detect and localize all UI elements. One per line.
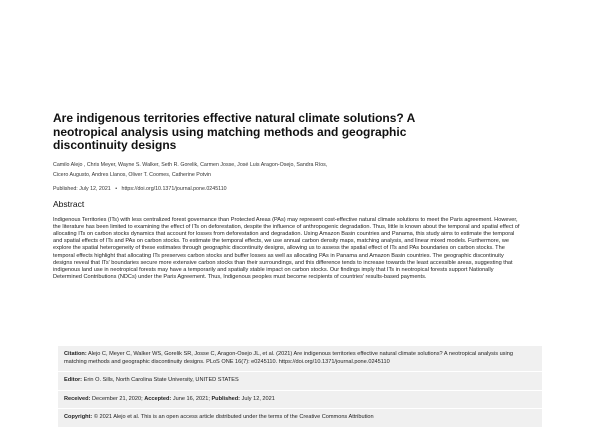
published-label: Published: <box>211 395 241 402</box>
article-page <box>53 112 523 287</box>
accepted-date: June 16, 2021; <box>172 395 210 402</box>
received-date: December 21, 2020; <box>92 395 143 402</box>
copyright-text: © 2021 Alejo et al. This is an open access article distributed under the terms of the Creative Commons Attribution <box>93 414 374 421</box>
copyright-row <box>58 409 542 428</box>
doi-link[interactable]: https://doi.org/10.1371/journal.pone.0245110 <box>121 185 227 192</box>
accepted-label: Accepted: <box>144 395 172 402</box>
article-info-box <box>58 346 542 428</box>
abstract-text: Indigenous Territories (ITs) with less centralized forest governance than Protected Areas (PAs) may represent cost-effective natural climate solutions to meet the Paris agreement. However, the literature has been limited to examining the effect of ITs on deforestation, despite the influence of anthropogenic degradation. Thus, little is known about the temporal and spatial effect of allocating ITs on carbon stocks dynamics that account for losses from deforestation and degradation. Using Amazon Basin countries and Panama, this study aims to estimate the temporal and spatial effects of ITs and PAs on carbon stocks. To estimate the temporal effects, we use annual carbon density maps, matching analysis, and linear mixed models. Furthermore, we explore the spatial heterogeneity of these estimates through geographic discontinuity designs, allowing us to assess the spatial effect of ITs and PAs boundaries on carbon stocks. The temporal effects highlight that allocating ITs preserves carbon stocks and buffer losses as well as allocating PAs in Panama and Amazon Basin countries. The geographic discontinuity designs reveal that ITs' boundaries secure more extensive carbon stocks than their surroundings, and this difference tends to increase towards the least accessible areas, suggesting that indigenous land use in neotropical forests may have a temporarily and spatially stable impact on carbon stocks. Our findings imply that ITs in neotropical forests support Nationally Determined Contributions (NDCs) under the Paris Agreement. Thus, Indigenous peoples must become recipients of countries' results-based payments. <box>53 216 520 281</box>
editor-row <box>58 372 542 391</box>
citation-text: Alejo C, Meyer C, Walker WS, Gorelik SR, Josse C, Aragon-Osejo JL, et al. (2021) Are indigenous territories effective natural climate solutions? A neotropical analysis using matching methods and geographic discontinuity designs. PLoS ONE 16(7): e0245110. https://doi.org/10.1371/journal.pone.0245110 <box>64 351 513 365</box>
author-list <box>53 160 393 180</box>
published-date-info: July 12, 2021 <box>241 395 275 402</box>
copyright-label: Copyright: <box>64 414 93 421</box>
bullet-separator: • <box>115 185 118 192</box>
author-line-1[interactable]: Camilo Alejo , Chris Meyer, Wayne S. Walker, Seth R. Gorelik, Carmen Josse, José Luis Aragon-Osejo, Sandra Ríos, <box>53 161 328 168</box>
dates-row <box>58 391 542 410</box>
editor-text: Erin O. Sills, North Carolina State University, UNITED STATES <box>83 377 239 384</box>
abstract-heading: Abstract <box>53 198 85 209</box>
received-label: Received: <box>64 395 91 402</box>
publication-meta <box>53 185 523 193</box>
citation-label: Citation: <box>64 351 87 357</box>
editor-label: Editor: <box>64 377 83 384</box>
published-date: Published: July 12, 2021 <box>53 185 111 192</box>
article-title: Are indigenous territories effective natural climate solutions? A neotropical analysis using matching methods and geographic discontinuity designs <box>53 111 415 152</box>
author-line-2[interactable]: Cicero Augusto, Andres Llanos, Oliver T. Coomes, Catherine Potvin <box>53 171 212 178</box>
citation-row <box>58 346 542 372</box>
